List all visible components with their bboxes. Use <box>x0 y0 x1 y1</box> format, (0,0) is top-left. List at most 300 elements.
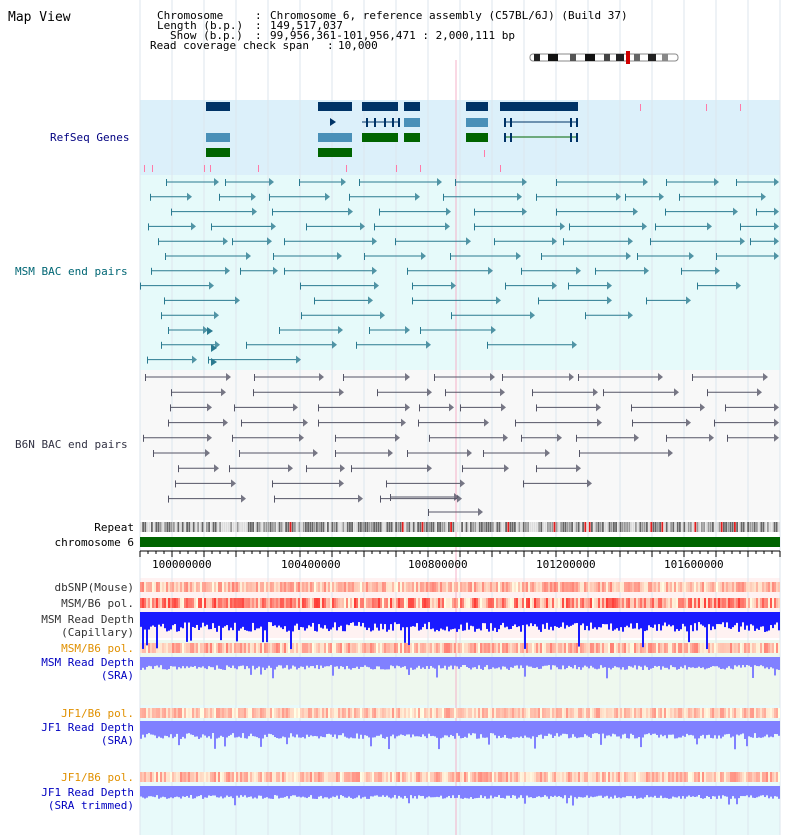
msm-sra-depth <box>536 657 538 667</box>
msm-cap-depth <box>174 612 176 624</box>
b6n-bac-end <box>666 435 667 442</box>
jf1-sra-depth <box>522 721 524 738</box>
jf1-pol-mark <box>778 708 780 718</box>
dbsnp-mark <box>250 582 252 592</box>
dbsnp-mark <box>630 582 632 592</box>
jf1-pol-mark <box>520 708 522 718</box>
msm-pol2-mark <box>724 643 726 653</box>
jf1-trim-depth <box>518 786 520 798</box>
jf1-trim-depth <box>442 786 444 799</box>
msm-pol-mark <box>614 598 616 608</box>
dbsnp-mark <box>702 582 704 592</box>
msm-cap-depth <box>328 612 330 631</box>
jf1-trim-depth <box>648 786 650 797</box>
jf1-pol2-mark <box>708 772 710 782</box>
msm-cap-depth <box>778 612 780 630</box>
repeat-mark <box>250 522 252 532</box>
msm-sra-depth <box>626 657 628 669</box>
jf1-trim-depth <box>602 786 604 798</box>
jf1-pol-mark <box>320 708 322 718</box>
msm-pol2-mark <box>406 643 408 653</box>
msm-cap-depth <box>638 612 640 629</box>
jf1-sra-depth <box>436 721 438 738</box>
jf1-pol-mark <box>280 708 282 718</box>
jf1-pol2-mark <box>290 772 292 782</box>
msm-cap-depth <box>384 612 386 624</box>
msm-cap-depth <box>254 612 256 630</box>
repeat-mark <box>226 522 228 532</box>
jf1-trim-depth <box>228 786 230 797</box>
repeat-mark <box>741 522 743 532</box>
msm-pol2-mark <box>714 643 716 653</box>
msm-cap-depth <box>484 612 486 623</box>
msm-pol-mark <box>642 598 644 608</box>
msm-pol-mark <box>744 598 746 608</box>
msm-pol2-mark <box>314 643 316 653</box>
jf1-trim-depth <box>340 786 342 795</box>
repeat-mark <box>549 522 551 532</box>
msm-pol-mark <box>724 598 726 608</box>
msm-cap-depth <box>388 612 390 630</box>
msm-sra-depth <box>212 657 214 667</box>
repeat-mark <box>521 522 523 532</box>
jf1-pol-mark <box>572 708 574 718</box>
msm-sra-depth <box>436 657 438 677</box>
msm-bac-end <box>273 253 274 260</box>
msm-sra-depth <box>334 657 336 667</box>
jf1-trim-depth <box>620 786 622 798</box>
msm-pol-mark <box>150 598 152 608</box>
msm-pol-mark <box>452 598 454 608</box>
jf1-pol-mark <box>438 708 440 718</box>
msm-sra-depth <box>550 657 552 670</box>
msm-pol-mark <box>534 598 536 608</box>
jf1-trim-depth <box>162 786 164 797</box>
repeat-mark <box>560 522 562 532</box>
dbsnp-mark <box>366 582 368 592</box>
jf1-sra-depth <box>252 721 254 736</box>
jf1-trim-depth <box>388 786 390 797</box>
msm-sra-depth <box>378 657 380 666</box>
msm-pol2-mark <box>160 643 162 653</box>
dbsnp-mark <box>276 582 278 592</box>
msm-pol-mark <box>368 598 370 608</box>
dbsnp-mark <box>656 582 658 592</box>
repeat-mark <box>402 522 404 532</box>
jf1-trim-depth <box>576 786 578 799</box>
jf1-trim-depth <box>196 786 198 797</box>
jf1-pol2-mark <box>440 772 442 782</box>
repeat-mark <box>628 522 630 532</box>
msm-pol2-mark <box>672 643 674 653</box>
msm-cap-depth <box>200 612 202 627</box>
ideogram-marker <box>626 51 630 64</box>
msm-cap-depth <box>586 612 588 626</box>
jf1-sra-depth <box>174 721 176 737</box>
jf1-trim-depth <box>428 786 430 796</box>
length-label: Length (b.p.) <box>157 19 244 32</box>
jf1-pol-mark <box>462 708 464 718</box>
msm-sra-depth <box>288 657 290 669</box>
msm-sra-depth <box>672 657 674 667</box>
jf1-pol2-mark <box>712 772 714 782</box>
msm-sra-depth <box>262 657 264 667</box>
jf1-sra-depth <box>682 721 684 736</box>
msm-pol-mark <box>364 598 366 608</box>
msm-cap-depth <box>494 612 496 628</box>
msm-cap-depth <box>764 612 766 632</box>
jf1-trim-depth <box>512 786 514 795</box>
jf1-pol-mark <box>236 708 238 718</box>
jf1-pol2-mark <box>544 772 546 782</box>
jf1-trim-depth <box>472 786 474 799</box>
msm-cap-depth <box>420 612 422 630</box>
jf1-pol2-mark <box>516 772 518 782</box>
msm-pol2-mark <box>324 643 326 653</box>
msm-pol-mark <box>590 598 592 608</box>
jf1-pol2-mark <box>744 772 746 782</box>
jf1-pol-mark <box>284 708 286 718</box>
msm-cap-depth <box>548 612 550 630</box>
jf1-sra-depth <box>672 721 674 735</box>
jf1-pol2-mark <box>676 772 678 782</box>
dbsnp-mark <box>680 582 682 592</box>
msm-cap-depth <box>268 612 270 622</box>
dbsnp-mark <box>318 582 320 592</box>
msm-cap-depth <box>752 612 754 626</box>
msm-pol2-mark <box>548 643 550 653</box>
msm-cap-depth <box>250 612 252 632</box>
jf1-pol2-mark <box>172 772 174 782</box>
jf1-trim-depth <box>610 786 612 797</box>
msm-pol2-mark <box>606 643 608 653</box>
jf1-pol2-mark <box>462 772 464 782</box>
dbsnp-mark <box>166 582 168 592</box>
jf1-trim-depth <box>394 786 396 795</box>
dbsnp-mark <box>272 582 274 592</box>
repeat-mark <box>413 522 415 532</box>
repeat-mark <box>433 522 435 532</box>
jf1-sra-depth <box>578 721 580 738</box>
msm-pol-mark <box>422 598 424 608</box>
jf1-pol2-mark <box>334 772 336 782</box>
jf1-sra-depth <box>156 721 158 738</box>
msm-pol2-mark <box>470 643 472 653</box>
msm-sra-depth <box>434 657 436 669</box>
msm-sra-depth <box>372 657 374 669</box>
repeat-mark <box>349 522 351 532</box>
jf1-pol-mark <box>620 708 622 718</box>
b6n-bac-end <box>241 420 242 427</box>
repeat-mark <box>206 522 208 532</box>
jf1-pol2-mark <box>684 772 686 782</box>
msm-pol2-mark <box>278 643 280 653</box>
jf1-trim-depth <box>252 786 254 799</box>
jf1-trim-depth <box>220 786 222 796</box>
msm-sra-depth <box>330 657 332 665</box>
msm-pol2-mark <box>666 643 668 653</box>
msm-pol-mark <box>464 598 466 608</box>
msm-sra-depth <box>584 657 586 666</box>
msm-cap-depth <box>290 612 292 649</box>
msm-cap-depth <box>212 612 214 623</box>
jf1-pol-mark <box>498 708 500 718</box>
b6n-bac-end <box>335 435 336 442</box>
repeat-mark <box>688 522 690 532</box>
jf1-sra-depth <box>262 721 264 738</box>
msm-pol2-mark <box>340 643 342 653</box>
jf1-sra-depth <box>348 721 350 738</box>
msm-sra-depth <box>750 657 752 667</box>
msm-bac-end <box>369 327 370 334</box>
msm-pol-mark <box>592 598 594 608</box>
repeat-mark <box>595 522 597 532</box>
b6n-bac-end <box>523 480 524 487</box>
jf1-sra-depth <box>152 721 154 735</box>
refseq-exon <box>576 118 578 127</box>
jf1-sra-depth <box>494 721 496 735</box>
msm-bac-end <box>412 297 413 304</box>
dbsnp-mark <box>742 582 744 592</box>
msm-pol-mark <box>626 598 628 608</box>
jf1-trim-depth <box>574 786 576 797</box>
refseq-tick <box>258 165 259 172</box>
jf1-pol-mark <box>726 708 728 718</box>
msm-sra-depth <box>622 657 624 667</box>
msm-pol-mark <box>324 598 326 608</box>
msm-cap-depth <box>622 612 624 632</box>
msm-cap-depth <box>158 612 160 625</box>
repeat-mark <box>296 522 298 532</box>
msm-sra-depth <box>618 657 620 667</box>
jf1-sra-depth <box>524 721 526 736</box>
msm-sra-depth <box>302 657 304 667</box>
repeat-mark <box>485 522 487 532</box>
dbsnp-mark <box>268 582 270 592</box>
dbsnp-mark <box>154 582 156 592</box>
jf1-pol2-mark <box>652 772 654 782</box>
jf1-pol2-mark <box>222 772 224 782</box>
jf1-trim-depth <box>178 786 180 797</box>
msm-pol-mark <box>232 598 234 608</box>
msm-pol-mark <box>348 598 350 608</box>
jf1-pol2-mark <box>720 772 722 782</box>
dbsnp-mark <box>534 582 536 592</box>
msm-cap-depth <box>644 612 646 631</box>
jf1-pol2-mark <box>218 772 220 782</box>
msm-sra-depth <box>300 657 302 666</box>
jf1-pol2-mark <box>506 772 508 782</box>
jf1-trim-depth <box>586 786 588 795</box>
msm-sra-depth <box>582 657 584 667</box>
repeat-mark <box>232 522 234 532</box>
jf1-pol-mark <box>248 708 250 718</box>
jf1-pol2-mark <box>164 772 166 782</box>
msm-pol-mark <box>264 598 266 608</box>
msm-pol-mark <box>562 598 564 608</box>
jf1-pol2-mark <box>522 772 524 782</box>
msm-cap-depth <box>714 612 716 629</box>
msm-sra-depth <box>654 657 656 666</box>
jf1-pol2-mark <box>292 772 294 782</box>
jf1-trim-depth <box>592 786 594 797</box>
msm-pol2-mark <box>582 643 584 653</box>
repeat-mark <box>468 522 470 532</box>
msm-cap-depth <box>598 612 600 627</box>
msm-pol2-mark <box>536 643 538 653</box>
msm-pol2-mark <box>258 643 260 653</box>
msm-pol2-mark <box>420 643 422 653</box>
msm-pol-mark <box>568 598 570 608</box>
msm-pol-mark <box>172 598 174 608</box>
dbsnp-mark <box>664 582 666 592</box>
repeat-mark <box>248 522 250 532</box>
jf1-pol-mark <box>190 708 192 718</box>
jf1-sra-depth <box>140 721 142 739</box>
msm-pol-mark <box>220 598 222 608</box>
msm-cap-depth <box>766 612 768 631</box>
msm-cap-depth <box>452 612 454 629</box>
repeat-mark <box>538 522 540 532</box>
repeat-mark <box>648 522 650 532</box>
msm-pol-mark <box>160 598 162 608</box>
msm-sra-depth <box>322 657 324 668</box>
jf1-pol2-mark <box>572 772 574 782</box>
repeat-mark <box>523 522 525 532</box>
dbsnp-mark <box>744 582 746 592</box>
repeat-mark <box>633 522 635 532</box>
jf1-pol-mark <box>274 708 276 718</box>
jf1-pol-mark <box>166 708 168 718</box>
msm-cap-depth <box>194 612 196 628</box>
msm-pol2-mark <box>234 643 236 653</box>
msm-pol2-mark <box>380 643 382 653</box>
jf1-pol-mark <box>606 708 608 718</box>
msm-sra-depth <box>680 657 682 667</box>
jf1-sra-depth <box>246 721 248 739</box>
msm-pol-mark <box>402 598 404 608</box>
msm-pol2-mark <box>748 643 750 653</box>
jf1-trim-depth <box>198 786 200 796</box>
jf1-pol2-mark <box>482 772 484 782</box>
jf1-sra-depth <box>658 721 660 738</box>
jf1-pol2-mark <box>758 772 760 782</box>
jf1-sra-depth <box>630 721 632 734</box>
jf1-pol2-mark <box>460 772 462 782</box>
msm-cap-depth <box>740 612 742 627</box>
jf1-sra-depth <box>700 721 702 736</box>
dbsnp-mark <box>754 582 756 592</box>
b6n-bac-end <box>707 389 708 396</box>
jf1-pol-mark <box>762 708 764 718</box>
jf1-sra-depth <box>164 721 166 736</box>
dbsnp-mark <box>532 582 534 592</box>
msm-cap-depth <box>350 612 352 623</box>
msm-pol-mark <box>376 598 378 608</box>
msm-pol-mark <box>672 598 674 608</box>
msm-pol2-mark <box>170 643 172 653</box>
jf1-pol2-mark <box>190 772 192 782</box>
msm-cap-depth <box>360 612 362 626</box>
msm-sra-depth <box>664 657 666 668</box>
msm-cap-depth <box>624 612 626 627</box>
msm-pol2-mark <box>508 643 510 653</box>
msm-pol2-mark <box>376 643 378 653</box>
msm-pol2-mark <box>696 643 698 653</box>
jf1-trim-depth <box>412 786 414 798</box>
msm-sra-depth <box>506 657 508 669</box>
msm-pol2-mark <box>750 643 752 653</box>
dbsnp-mark <box>374 582 376 592</box>
jf1-trim-depth <box>688 786 690 795</box>
msm-cap-depth <box>148 612 150 630</box>
jf1-trim-depth <box>352 786 354 799</box>
jf1-trim-depth <box>330 786 332 798</box>
jf1-sra-depth <box>408 721 410 734</box>
ideogram-band <box>570 54 576 61</box>
msm-cap-depth <box>182 612 184 628</box>
msm-pol2-mark <box>334 643 336 653</box>
jf1-pol-mark <box>504 708 506 718</box>
dbsnp-mark <box>650 582 652 592</box>
msm-pol-mark <box>370 598 372 608</box>
msm-sra-depth <box>548 657 550 665</box>
jf1-pol-mark <box>500 708 502 718</box>
msm-cap-depth <box>466 612 468 623</box>
msm-pol2-mark <box>542 643 544 653</box>
msm-pol-mark <box>490 598 492 608</box>
msm-pol-mark <box>350 598 352 608</box>
msm-pol2-mark <box>486 643 488 653</box>
repeat-mark <box>534 522 536 532</box>
msm-pol-mark <box>340 598 342 608</box>
dbsnp-mark <box>728 582 730 592</box>
msm-pol-mark <box>546 598 548 608</box>
jf1-pol2-mark <box>486 772 488 782</box>
jf1-sra-depth <box>282 721 284 737</box>
msm-sra-depth <box>398 657 400 666</box>
jf1-trim-depth <box>460 786 462 798</box>
jf1-pol-mark <box>288 708 290 718</box>
msm-pol-mark <box>558 598 560 608</box>
msm-cap-depth <box>606 612 608 624</box>
msm-cap-depth <box>588 612 590 630</box>
show-label: Show (b.p.) <box>170 29 243 42</box>
dbsnp-mark <box>686 582 688 592</box>
jf1-trim-depth <box>314 786 316 799</box>
jf1-pol2-mark <box>716 772 718 782</box>
jf1-pol-mark <box>652 708 654 718</box>
jf1-trim-depth <box>736 786 738 804</box>
msm-cap-depth <box>348 612 350 625</box>
jf1-sra-depth <box>404 721 406 736</box>
msm-cap-depth <box>214 612 216 628</box>
jf1-pol-mark <box>384 708 386 718</box>
msm-cap-depth <box>166 612 168 631</box>
jf1-trim-depth <box>190 786 192 795</box>
msm-pol2-mark <box>344 643 346 653</box>
jf1-sra-depth <box>456 721 458 733</box>
jf1-sra-depth <box>516 721 518 737</box>
msm-cap-depth <box>264 612 266 630</box>
msm-pol2-mark <box>488 643 490 653</box>
msm-cap-depth <box>706 612 708 649</box>
jf1-sra-depth <box>216 721 218 739</box>
msm-pol2-mark <box>318 643 320 653</box>
jf1-pol2-mark <box>216 772 218 782</box>
jf1-pol2-mark <box>446 772 448 782</box>
jf1-sra-depth <box>354 721 356 738</box>
